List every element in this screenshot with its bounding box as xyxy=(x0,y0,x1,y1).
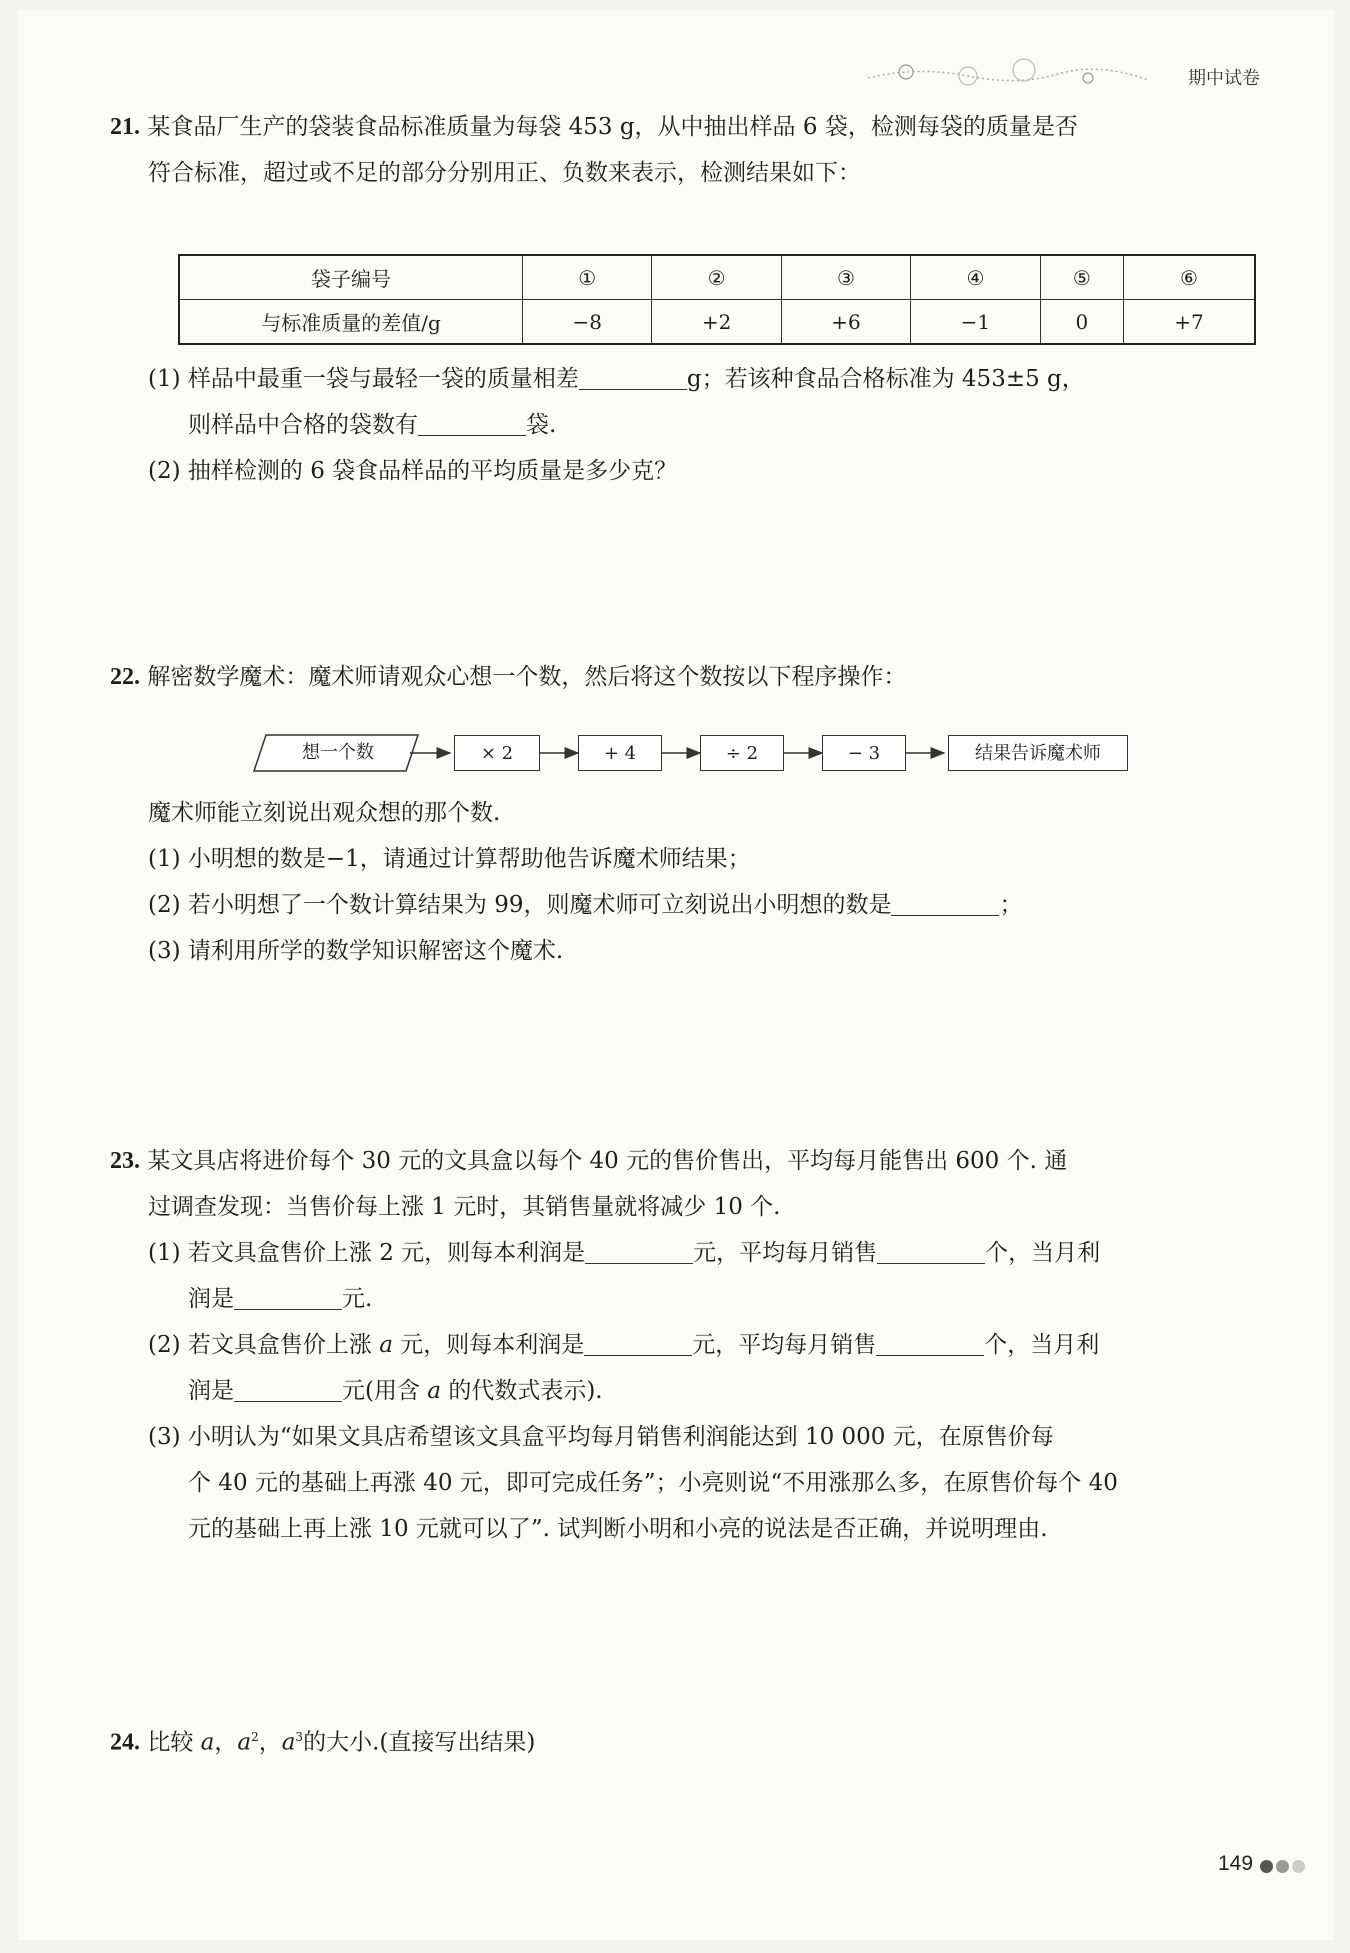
q23-line1 xyxy=(110,1146,1067,1176)
q24-text: 比较 xyxy=(147,1729,201,1756)
q21-part1-text: 袋. xyxy=(526,412,557,438)
dot xyxy=(1260,1860,1273,1873)
q24-text: ， xyxy=(258,1729,282,1756)
q23-part2-text: 元(用含 xyxy=(342,1378,428,1404)
page-header xyxy=(858,50,1278,100)
variable-a: a xyxy=(427,1378,442,1404)
q22-number: 22. xyxy=(110,664,140,690)
table-header-cell: 与标准质量的差值/g xyxy=(179,300,523,345)
q22-text-1: 解密数学魔术：魔术师请观众心想一个数，然后将这个数按以下程序操作： xyxy=(147,664,907,690)
q24-number: 24. xyxy=(110,1729,140,1756)
exam-page xyxy=(18,10,1334,1940)
flow-step-multiply: × 2 xyxy=(454,735,540,771)
table-cell: ④ xyxy=(911,255,1040,300)
answer-blank[interactable] xyxy=(418,413,526,436)
q24-text: ， xyxy=(214,1729,238,1756)
q21-number: 21. xyxy=(110,114,140,140)
q24-text: 的大小.(直接写出结果) xyxy=(303,1729,536,1756)
table-cell: −1 xyxy=(911,300,1040,345)
table-cell: +2 xyxy=(652,300,781,345)
q21-part1-line1 xyxy=(148,364,1085,394)
q21-text-1: 某食品厂生产的袋装食品标准质量为每袋 453 g，从中抽出样品 6 袋，检测每袋的质量是否 xyxy=(147,114,1078,140)
variable-a: a xyxy=(281,1729,296,1756)
table-cell: ① xyxy=(523,255,652,300)
flow-step-subtract: − 3 xyxy=(822,735,906,771)
q22-text-2: 魔术师能立刻说出观众想的那个数. xyxy=(148,800,501,826)
answer-blank[interactable] xyxy=(234,1287,342,1310)
q22-part2 xyxy=(148,890,1022,920)
page-number: 149 xyxy=(1218,1852,1254,1875)
table-cell: +7 xyxy=(1124,300,1255,345)
answer-blank[interactable] xyxy=(234,1379,342,1402)
flow-start: 想一个数 xyxy=(302,742,374,763)
q23-part1-text: 元，平均每月销售 xyxy=(693,1240,878,1266)
q23-part1-text: 元. xyxy=(342,1286,373,1312)
table-cell: ② xyxy=(652,255,781,300)
q23-text-2: 过调查发现：当售价每上涨 1 元时，其销售量就将减少 10 个. xyxy=(148,1194,781,1220)
flow-step-add: + 4 xyxy=(578,735,662,771)
header-title: 期中试卷 xyxy=(1188,68,1260,89)
q22-part3: (3) 请利用所学的数学知识解密这个魔术. xyxy=(148,938,564,964)
q21-part1-text: 则样品中合格的袋数有 xyxy=(188,412,418,438)
q23-part2-text: 润是 xyxy=(188,1378,234,1404)
exponent: 3 xyxy=(295,1730,304,1744)
q22-flowchart xyxy=(250,728,1150,778)
q23-part1-line2 xyxy=(188,1284,372,1314)
flow-step-divide: ÷ 2 xyxy=(700,735,784,771)
q23-part2-text: 的代数式表示). xyxy=(441,1378,603,1404)
q23-text-1: 某文具店将进价每个 30 元的文具盒以每个 40 元的售价售出，平均每月能售出 600 个. 通 xyxy=(147,1148,1068,1174)
table-cell: +6 xyxy=(781,300,910,345)
table-cell: ⑥ xyxy=(1124,255,1255,300)
q23-part2-text: 个，当月利 xyxy=(984,1332,1100,1358)
flow-end: 结果告诉魔术师 xyxy=(948,735,1128,771)
table-cell: −8 xyxy=(523,300,652,345)
page-dots-icon xyxy=(1260,1858,1308,1877)
q21-table xyxy=(178,254,1256,345)
exponent: 2 xyxy=(251,1730,259,1744)
q23-part1-text: 润是 xyxy=(188,1286,234,1312)
table-cell: ⑤ xyxy=(1040,255,1123,300)
table-cell: 0 xyxy=(1040,300,1123,345)
q23-part2-line2 xyxy=(188,1376,603,1406)
table-row xyxy=(179,255,1255,300)
q23-part3-line2: 个 40 元的基础上再涨 40 元，即可完成任务”；小亮则说“不用涨那么多，在原售价每个 40 xyxy=(188,1470,1118,1496)
dot xyxy=(1292,1860,1305,1873)
answer-blank[interactable] xyxy=(585,1241,693,1264)
q21-part1-line2 xyxy=(188,410,556,440)
answer-blank[interactable] xyxy=(579,367,687,390)
q23-part1-line1 xyxy=(148,1238,1100,1268)
answer-blank[interactable] xyxy=(584,1333,692,1356)
answer-blank[interactable] xyxy=(891,893,999,916)
answer-blank[interactable] xyxy=(876,1333,984,1356)
q21-part1-text: g；若该种食品合格标准为 453±5 g， xyxy=(686,366,1085,392)
q23-part2-text: 元，平均每月销售 xyxy=(692,1332,877,1358)
q23-part3-line3: 元的基础上再上涨 10 元就可以了”. 试判断小明和小亮的说法是否正确，并说明理由. xyxy=(188,1516,1048,1542)
q23-part2-text: 元，则每本利润是 xyxy=(392,1332,585,1358)
table-header-cell: 袋子编号 xyxy=(179,255,523,300)
q23-part3-line1: (3) 小明认为“如果文具店希望该文具盒平均每月销售利润能达到 10 000 元，在原售价每 xyxy=(148,1424,1054,1450)
table-row xyxy=(179,300,1255,345)
q23-part1-text: 个，当月利 xyxy=(985,1240,1101,1266)
table-cell: ③ xyxy=(781,255,910,300)
answer-blank[interactable] xyxy=(877,1241,985,1264)
q22-part1: (1) 小明想的数是−1，请通过计算帮助他告诉魔术师结果； xyxy=(148,846,751,872)
q22-part2-text: (2) 若小明想了一个数计算结果为 99，则魔术师可立刻说出小明想的数是 xyxy=(148,892,892,918)
q24-line xyxy=(110,1722,535,1758)
q21-part1-text: (1) 样品中最重一袋与最轻一袋的质量相差 xyxy=(148,366,579,392)
q23-number: 23. xyxy=(110,1148,140,1174)
decorative-dots-icon xyxy=(858,58,1158,98)
variable-a: a xyxy=(237,1729,252,1756)
q23-part1-text: (1) 若文具盒售价上涨 2 元，则每本利润是 xyxy=(148,1240,586,1266)
q22-line1 xyxy=(110,662,906,692)
q22-part2-text: ； xyxy=(999,892,1023,918)
q21-line1 xyxy=(110,112,1078,142)
dot xyxy=(1276,1860,1289,1873)
q23-part2-line1 xyxy=(148,1330,1099,1360)
q23-part2-text: (2) 若文具盒售价上涨 xyxy=(148,1332,380,1358)
q21-part2: (2) 抽样检测的 6 袋食品样品的平均质量是多少克？ xyxy=(148,458,678,484)
q21-text-2: 符合标准，超过或不足的部分分别用正、负数来表示，检测结果如下： xyxy=(148,160,861,186)
variable-a: a xyxy=(379,1332,393,1358)
variable-a: a xyxy=(200,1729,215,1756)
